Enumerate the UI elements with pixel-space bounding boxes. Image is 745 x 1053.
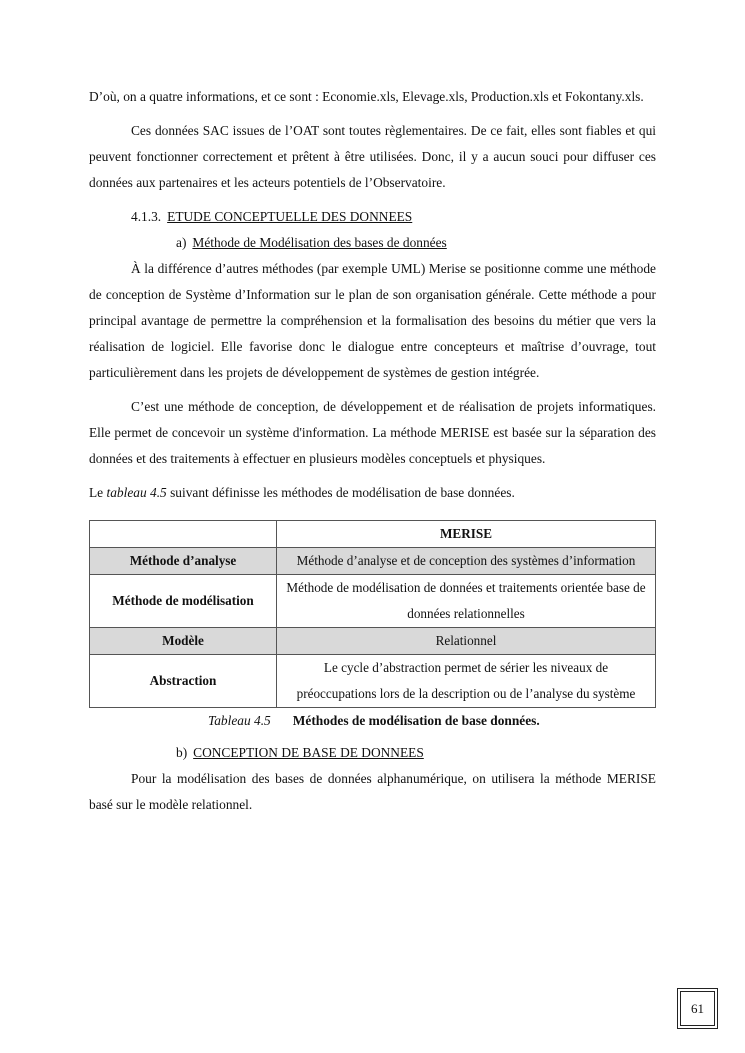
table-row-label: Abstraction — [90, 655, 277, 708]
table-header-empty — [90, 521, 277, 548]
table-reference: tableau 4.5 — [106, 485, 167, 500]
subsection-a-title: Méthode de Modélisation des bases de données — [192, 235, 447, 250]
paragraph-files: D’où, on a quatre informations, et ce sont : Economie.xls, Elevage.xls, Production.xls et Fokontany.xls. — [89, 89, 644, 104]
table-row-value: Méthode d’analyse et de conception des systèmes d’information — [277, 548, 656, 575]
table-row — [90, 628, 656, 655]
table-row-value: Relationnel — [277, 628, 656, 655]
table-caption — [89, 710, 656, 732]
paragraph-table-intro — [89, 480, 656, 506]
document-page — [89, 84, 656, 818]
table-row — [90, 655, 656, 708]
paragraph-sac-data: Ces données SAC issues de l’OAT sont toutes règlementaires. De ce fait, elles sont fiables et qui peuvent fonctionner correctement et prêtent à être utilisées. Donc, il y a aucun souci pour diffuser ces données aux partenaires et les acteurs potentiels de l’Observatoire. — [89, 123, 656, 190]
section-number: 4.1.3. — [131, 209, 162, 224]
paragraph-merise-definition: C’est une méthode de conception, de développement et de réalisation de projets informatiques. Elle permet de concevoir un système d'information. La méthode MERISE est basée sur la séparation des données et des traitements à effectuer en plusieurs modèles conceptuels et physiques. — [89, 399, 656, 466]
section-title: ETUDE CONCEPTUELLE DES DONNEES — [167, 209, 413, 224]
subsection-a-label: a) — [176, 235, 187, 250]
subsection-b-heading — [89, 740, 656, 766]
table-row-label: Méthode d’analyse — [90, 548, 277, 575]
caption-title: Méthodes de modélisation de base données. — [292, 713, 540, 728]
table-header-row — [90, 521, 656, 548]
table-intro-after: suivant définisse les méthodes de modélisation de base données. — [166, 485, 515, 500]
table-row-label: Méthode de modélisation — [90, 575, 277, 628]
section-heading — [89, 204, 656, 230]
page-number-box — [677, 988, 718, 1029]
table-row-value: Le cycle d’abstraction permet de sérier les niveaux de préoccupations lors de la description ou de l’analyse du système — [277, 655, 656, 708]
subsection-b-title: CONCEPTION DE BASE DE DONNEES — [193, 745, 424, 760]
paragraph-merise-intro: À la différence d’autres méthodes (par exemple UML) Merise se positionne comme une méthode de conception de Système d’Information sur le plan de son organisation générale. Cette méthode a pour principal avantage de permettre la compréhension et la formalisation des besoins du métier que vers la réalisation de logiciel. Elle favorise donc le dialogue entre concepteurs et maîtrise d’ouvrage, tout particulièrement dans les projets de développement de systèmes de gestion intégrée. — [89, 261, 656, 380]
table-row — [90, 548, 656, 575]
table-intro-before: Le — [89, 485, 107, 500]
merise-table — [89, 520, 656, 708]
caption-label: Tableau 4.5 — [208, 713, 271, 728]
table-row-value: Méthode de modélisation de données et traitements orientée base de données relationnelles — [277, 575, 656, 628]
paragraph-conception: Pour la modélisation des bases de données alphanumérique, on utilisera la méthode MERISE basé sur le modèle relationnel. — [89, 771, 656, 812]
table-row-label: Modèle — [90, 628, 277, 655]
page-number: 61 — [691, 1001, 704, 1016]
subsection-b-label: b) — [176, 745, 188, 760]
table-header-merise: MERISE — [277, 521, 656, 548]
table-row — [90, 575, 656, 628]
subsection-a-heading — [89, 230, 656, 256]
